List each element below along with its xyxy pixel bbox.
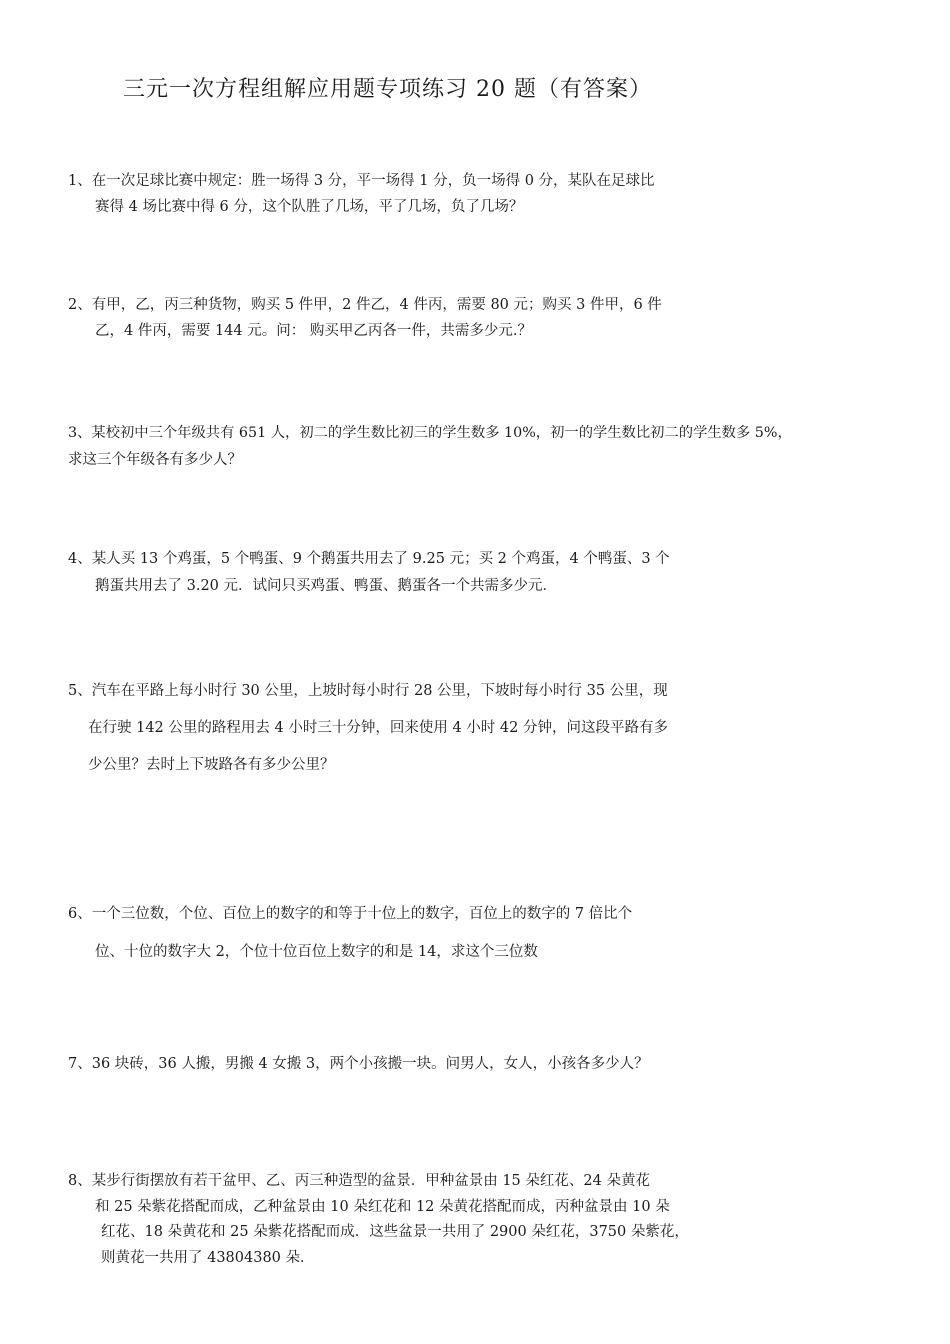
problem-8-line-3: 红花、18 朵黄花和 25 朵紫花搭配而成．这些盆景一共用了 2900 朵红花，3750 朵紫花， [101,1224,689,1240]
problem-6-line-2: 位、十位的数字大 2，个位十位百位上数字的和是 14，求这个三位数 [95,944,538,960]
problem-2-line-1: 2、有甲，乙，丙三种货物，购买 5 件甲，2 件乙，4 件丙，需要 80 元；购买 3 件甲，6 件 [68,297,662,313]
problem-8-line-1: 8、某步行街摆放有若干盆甲、乙、丙三种造型的盆景．甲种盆景由 15 朵红花、24 朵黄花 [68,1173,650,1189]
problem-4-line-2: 鹅蛋共用去了 3.20 元．试问只买鸡蛋、鸭蛋、鹅蛋各一个共需多少元． [95,578,558,594]
problem-1-line-2: 赛得 4 场比赛中得 6 分，这个队胜了几场，平了几场，负了几场？ [95,199,524,215]
problem-5-line-1: 5、汽车在平路上每小时行 30 公里，上坡时每小时行 28 公里，下坡时每小时行 35 公里，现 [68,683,668,699]
problem-3-line-2: 求这三个年级各有多少人？ [68,452,242,468]
problem-5-line-2: 在行驶 142 公里的路程用去 4 小时三十分钟，回来使用 4 小时 42 分钟，问这段平路有多 [88,720,668,736]
document-title: 三元一次方程组解应用题专项练习 20 题（有答案） [123,77,652,102]
problem-6-line-1: 6、一个三位数，个位、百位上的数字的和等于十位上的数字，百位上的数字的 7 倍比个 [68,906,633,922]
problem-7-line-1: 7、36 块砖，36 人搬，男搬 4 女搬 3，两个小孩搬一块。问男人，女人，小孩各多少人？ [68,1056,649,1072]
problem-8-line-2: 和 25 朵紫花搭配而成，乙种盆景由 10 朵红花和 12 朵黄花搭配而成，丙种盆景由 10 朵 [95,1199,670,1215]
problem-2-line-2: 乙，4 件丙，需要 144 元。问： 购买甲乙丙各一件，共需多少元.？ [95,323,532,339]
problem-1-line-1: 1、在一次足球比赛中规定：胜一场得 3 分，平一场得 1 分，负一场得 0 分，某队在足球比 [68,173,655,189]
problem-8-line-4: 则黄花一共用了 43804380 朵． [101,1250,315,1266]
problem-3-line-1: 3、某校初中三个年级共有 651 人，初二的学生数比初三的学生数多 10%，初一的学生数比初二的学生数多 5%， [68,425,792,441]
problem-4-line-1: 4、某人买 13 个鸡蛋，5 个鸭蛋、9 个鹅蛋共用去了 9.25 元；买 2 个鸡蛋，4 个鸭蛋、3 个 [68,551,670,567]
problem-5-line-3: 少公里？去时上下坡路各有多少公里？ [88,757,335,773]
